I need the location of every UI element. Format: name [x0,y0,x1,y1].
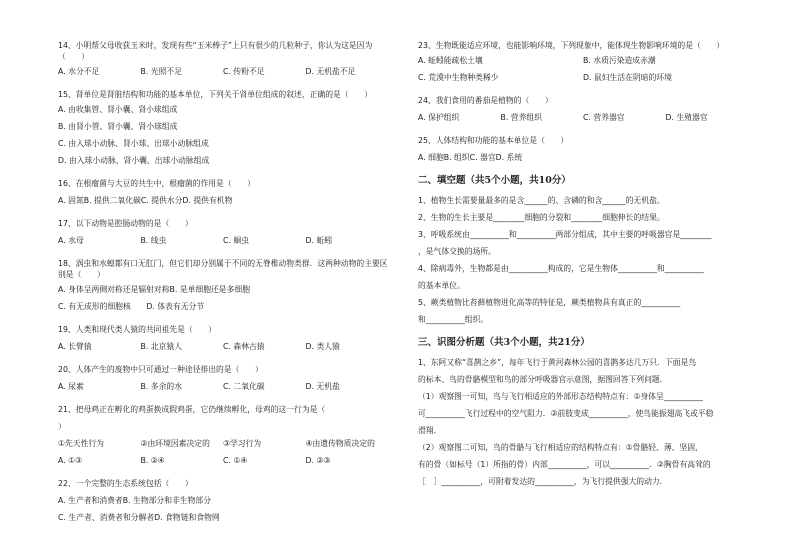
question-22 [58,478,388,529]
fill-in-blanks [418,195,748,331]
option-b[interactable]: B. 光照不足 [140,67,182,76]
fill-question-4: 4、除病毒外，生物都是由__________构成的，它是生物体__________和__________ [418,264,704,273]
question-stem: 24、我们食用的番茄是植物的（ ） [418,96,553,105]
option-c[interactable]: C. 荒漠中生物种类稀少 [418,73,499,82]
options-line-2[interactable]: C. 生产者、消费者和分解者D. 食物链和食物网 [58,513,220,522]
option-d[interactable]: D. 生殖器官 [665,113,708,122]
question-15 [58,89,388,172]
fill-question-5: 5、蕨类植物比苔藓植物进化高等的特征是，蕨类植物具有真正的__________ [418,298,681,307]
option-b[interactable]: B. 线虫 [140,236,167,245]
option-d[interactable]: D. 鼠妇生活在阴暗的环境 [583,73,672,82]
option-d[interactable]: D. 由入球小动脉、肾小囊、出球小动脉组成 [58,156,210,165]
options-line-2[interactable]: C. 有无成形的细胞核 D. 体表有无分节 [58,302,205,311]
fill-question-2: 2、生物的生长主要是________细胞的分裂和________细胞伸长的结果。 [418,213,665,222]
analysis-line: 可__________飞行过程中的空气阻力．②前肢变成__________，使鸟能振翅高飞或平稳 [418,409,714,418]
option-b[interactable]: B. 由肾小管、肾小囊、肾小球组成 [58,122,178,131]
options-row [58,455,388,472]
analysis-line: （2）观察图二可知，鸟的骨骼与飞行相适应的结构特点有：①骨骼轻、薄、坚固， [418,443,703,452]
option-a[interactable]: A. 尿素 [58,382,84,391]
question-stem: 17、以下动物是腔肠动物的是（ ） [58,219,193,228]
analysis-line: ［ ］__________，可附着发达的__________，为飞行提供强大的动力． [418,477,668,486]
analysis-line: 的标本、鸟的骨骼模型和鸟的部分呼吸器官示意图，据图回答下列问题． [418,375,668,384]
question-stem: 22、一个完整的生态系统包括（ ） [58,479,193,488]
option-a[interactable]: A. 由收集管、肾小囊、肾小球组成 [58,105,178,114]
right-column [418,40,748,499]
option-a[interactable]: A. ①③ [58,456,83,465]
statement-2: ②由环境因素决定的 [140,439,210,448]
option-d[interactable]: D. 无机盐 [305,382,340,391]
question-stem: 18、涡虫和水螅都有口无肛门，但它们却分别属于不同的无脊椎动物类群．这两种动物的主要区别是（ ） [58,259,388,279]
options-row-1 [418,55,748,72]
option-a[interactable]: A. 蚯蚓能疏松土壤 [418,56,483,65]
left-column [58,40,388,535]
statement-4: ④由遗传物质决定的 [305,439,375,448]
option-c[interactable]: C. 营养器官 [583,113,625,122]
question-stem: 23、生物既能适应环境，也能影响环境，下列现象中，能体现生物影响环境的是（ ） [418,41,725,50]
statement-row [58,438,388,455]
question-16 [58,178,388,212]
option-c[interactable]: C. 森林古猿 [223,342,265,351]
options-row-2 [418,72,748,89]
option-c[interactable]: C. 二氧化碳 [223,382,265,391]
question-23 [418,40,748,89]
question-stem: 19、人类和现代类人猿的共同祖先是（ ） [58,325,217,334]
statement-3: ③学习行为 [223,439,262,448]
options-row [58,66,388,83]
option-a[interactable]: A. 水分不足 [58,67,100,76]
question-stem-end: ） [58,422,66,431]
analysis-line: 滑翔． [418,426,442,435]
fill-question-3-cont: ，是气体交换的场所。 [418,247,496,256]
question-stem: 16、在根瘤菌与大豆的共生中，根瘤菌的作用是（ ） [58,179,256,188]
question-stem: 25、人体结构和功能的基本单位是（ ） [418,136,569,145]
question-stem: 20、人体产生的废物中只可通过一种途径排出的是（ ） [58,365,263,374]
options-line[interactable]: A. 固氮B. 提供二氧化碳C. 提供水分D. 提供有机物 [58,196,233,205]
option-a[interactable]: A. 水母 [58,236,84,245]
option-d[interactable]: D. 蚯蚓 [305,236,333,245]
question-24 [418,95,748,129]
section-title-analysis: 三、识图分析题（共3个小题，共21分） [418,337,590,348]
option-d[interactable]: D. 无机盐不足 [305,67,356,76]
section-title-fill: 二、填空题（共5个小题，共10分） [418,175,571,186]
analysis-line: 有的骨（如标号（1）所指的骨）内部__________，可以__________．②胸骨有高耸的 [418,460,711,469]
option-c[interactable]: C. 蛔虫 [223,236,249,245]
options-row [58,235,388,252]
question-stem: 15、肾单位是肾脏结构和功能的基本单位，下列关于肾单位组成的叙述，正确的是（ ） [58,90,372,99]
options-row [58,341,388,358]
options-row [418,112,748,129]
question-stem: 14、小明帮父母收获玉米时，发现有些“玉米棒子”上只有很少的几粒种子，你认为这是因为（ ） [58,41,373,61]
options-line-1[interactable]: A. 生产者和消费者B. 生物部分和非生物部分 [58,496,212,505]
option-b[interactable]: B. 北京猿人 [140,342,182,351]
option-b[interactable]: B. 水质污染造成赤潮 [583,56,656,65]
question-25 [418,135,748,169]
option-c[interactable]: C. 传粉不足 [223,67,265,76]
option-b[interactable]: B. 营养组织 [500,113,542,122]
question-19 [58,324,388,358]
option-a[interactable]: A. 长臂猿 [58,342,92,351]
fill-question-3: 3、呼吸系统由__________和__________两部分组成，其中主要的呼吸器官是________ [418,230,712,239]
fill-question-5-cont: 和__________组织。 [418,315,489,324]
analysis-line: 1、东阿又称“喜鹊之乡”，每年飞行于黄河森林公园的喜鹊多达几万只．下面是鸟 [418,358,697,367]
options-row [58,381,388,398]
option-d[interactable]: D. 类人猿 [305,342,340,351]
question-stem: 21、把母鸡正在孵化的鸡蛋换成假鸡蛋，它仍继续孵化，母鸡的这一行为是（ [58,405,326,414]
options-line-1[interactable]: A. 身体呈两侧对称还是辐射对称B. 是单细胞还是多细胞 [58,285,250,294]
option-b[interactable]: B. 多余的水 [140,382,182,391]
options-line[interactable]: A. 细胞B. 组织C. 器官D. 系统 [418,153,523,162]
option-c[interactable]: C. ①④ [223,456,248,465]
option-d[interactable]: D. ②③ [305,456,331,465]
question-21 [58,404,388,472]
question-14 [58,40,388,83]
statement-1: ①先天性行为 [58,439,104,448]
option-a[interactable]: A. 保护组织 [418,113,460,122]
analysis-line: （1）观察图一可知，鸟与飞行相适应的外部形态结构特点有：①身体呈__________ [418,392,703,401]
option-b[interactable]: B. ②④ [140,456,165,465]
fill-question-4-cont: 的基本单位。 [418,281,465,290]
question-20 [58,364,388,398]
question-17 [58,218,388,252]
analysis-question-1 [418,357,748,493]
fill-question-1: 1、植物生长需要量最多的是含______的、含磷的和含______的无机盐。 [418,196,665,205]
option-c[interactable]: C. 由入球小动脉、肾小球、出球小动脉组成 [58,139,209,148]
question-18 [58,258,388,318]
